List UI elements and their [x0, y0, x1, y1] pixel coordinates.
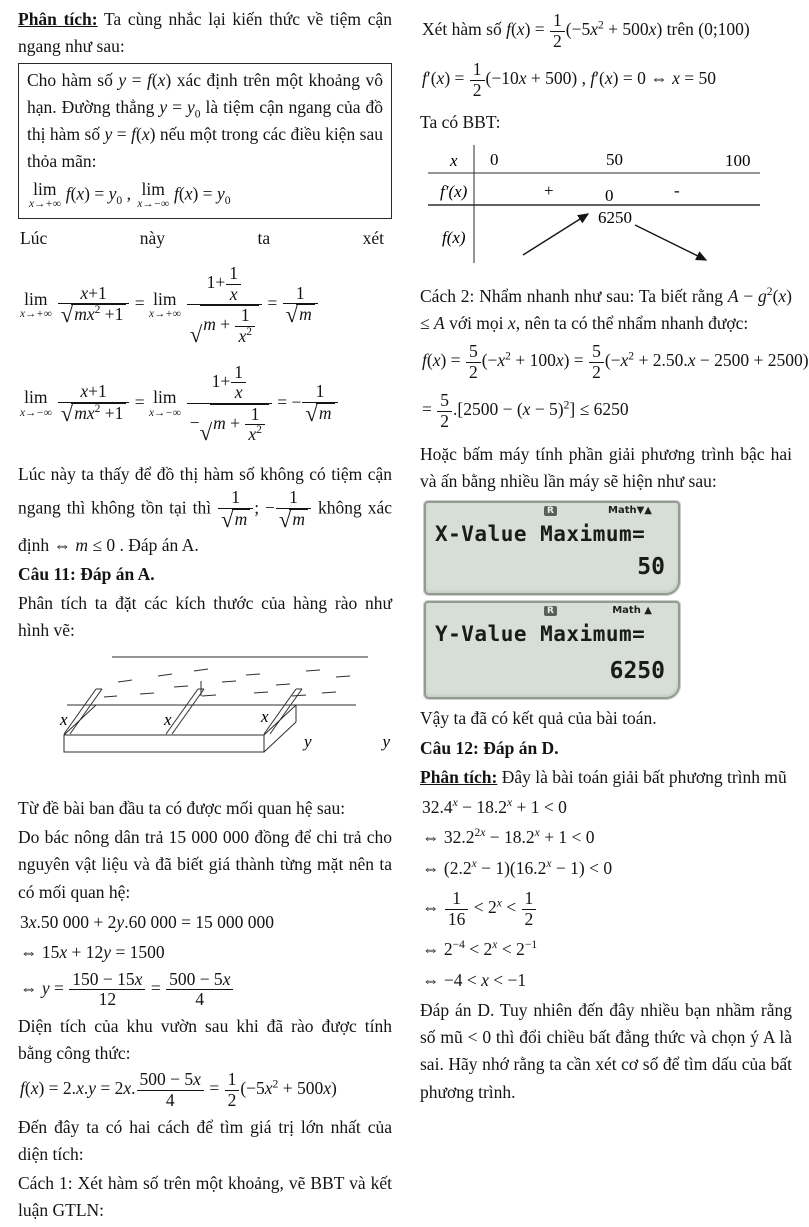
bbt-fprime-label: f′(x): [440, 181, 468, 201]
relation-intro: Từ đề bài ban đầu ta có được mối quan hệ sau:: [18, 797, 346, 818]
fence-label-x2: x: [164, 709, 172, 729]
bbt-intro: Ta có BBT:: [420, 112, 501, 133]
calc-x-label: X-Value Maximum=: [435, 522, 646, 547]
spread-word: ta: [257, 227, 271, 248]
relation-description: Do bác nông dân trả 15 000 000 đồng để chi trả cho nguyên vật liệu và đã biết giá thành từng mặt nên ta có mối quan hệ:: [18, 827, 392, 902]
two-methods-note: Đến đây ta có hai cách để tìm giá trị lớn nhất của diện tích:: [18, 1116, 392, 1164]
analysis-intro-text: Ta cùng nhắc lại kiến thức về tiệm cận ngang như sau:: [18, 9, 392, 57]
bbt-sign-zero: 0: [605, 185, 614, 205]
analysis-label: Phân tích:: [420, 766, 498, 787]
analysis-label: Phân tích:: [18, 9, 98, 29]
bbt-max-value: 6250: [598, 207, 632, 227]
fx-bound: = $\frac{5}{2}$ $.[2500 - (x - 5)^2] \le 6250$: [422, 390, 629, 432]
bbt-value-50: 50: [606, 149, 623, 169]
asymptote-conclusion: Lúc này ta thấy để đồ thị hàm số không có tiệm cận ngang thì không tồn tại thì 1 √ m ; − 1 √ m không xác định ⇔ m ≤ 0 . Đáp án A.: [18, 463, 392, 555]
bbt-arrow-down: [635, 225, 706, 260]
final-warning-note: Đáp án D. Tuy nhiên đến đây nhiều bạn nhầm rằng số mũ < 0 thì đổi chiều bất đẳng thức và chọn ý A là sai. Hãy nhớ rằng ta cần xét cơ số để tìm dấu của bất phương trình.: [420, 999, 792, 1102]
inequality-6: ⇔ −4 < x < −1: [422, 969, 527, 990]
q12-analysis-intro: [420, 764, 792, 791]
limit-equation-plus-inf: lim x→+∞ x+1 √ $mx^2 +1$ = lim x→+∞ 1+ $\frac{1}{x}$ √ m + $\frac{1}{x^2}$ = 1 √ m: [20, 264, 392, 346]
fence-figure: [18, 649, 392, 787]
question-12-answer: Câu 12: Đáp án D.: [420, 737, 559, 758]
inequality-4: ⇔ $\frac{1}{16}$ < $2^x$ < $\frac{1}{2}$: [422, 889, 792, 929]
math-mode-indicator: Math ▲: [612, 605, 652, 617]
bbt-fx-label: f(x): [442, 227, 466, 247]
calc-y-label: Y-Value Maximum=: [435, 622, 646, 647]
inequality-3: ⇔ $(2.2^x - 1)(16.2^x - 1) < 0$: [422, 857, 613, 878]
right-column: [420, 6, 809, 1108]
bbt-sign-plus: +: [544, 180, 554, 200]
limit-equation-minus-inf: lim x→−∞ x+1 √ $mx^2 +1$ = lim x→−∞ 1+ $\frac{1}{x}$ − √ m + $\frac{1}{x^2}$ = − 1 √ m: [20, 363, 392, 445]
question-11-answer: Câu 11: Đáp án A.: [18, 563, 155, 584]
fence-label-y2: y: [382, 731, 390, 751]
analysis-intro: [18, 6, 392, 61]
q12-analysis-text: Đây là bài toán giải bất phương trình mũ: [497, 766, 787, 787]
definition-text: Cho hàm số y = f(x) xác định trên một khoảng vô hạn. Đường thẳng $y = y_0$ là tiệm cận ngang của đồ thị hàm số y = f(x) nếu một trong các điều kiện sau thỏa mãn:: [27, 69, 383, 172]
method-2-note: Cách 2: Nhẩm nhanh như sau: Ta biết rằng $A - g^2(x) \le A$ với mọi x, nên ta có thể nhẩm nhanh được:: [420, 285, 792, 333]
bbt-arrow-up: [523, 214, 588, 255]
equation-solve-y: ⇔ y = $\frac{150 - 15x}{12}$ = $\frac{500 - 5x}{4}$: [20, 970, 392, 1010]
calculator-screen-x: [424, 501, 680, 595]
bbt-value-100: 100: [725, 150, 751, 170]
equation-simplified: ⇔ 15x + 12y = 1500: [20, 942, 165, 963]
definition-box: [18, 63, 392, 219]
inequality-5: ⇔ $2^{-4} < 2^x < 2^{-1}$: [422, 939, 538, 960]
fence-label-x3: x: [261, 706, 269, 726]
calculator-hint: Hoặc bấm máy tính phần giải phương trình bậc hai và ấn bằng nhiều lần máy sẽ hiện như sau:: [420, 443, 792, 491]
calc-y-value: 6250: [609, 658, 665, 685]
result-conclusion: Vậy ta đã có kết quả của bài toán.: [420, 708, 657, 729]
variation-table: [420, 143, 788, 273]
bbt-x-label: x: [450, 150, 458, 170]
fence-label-y1: y: [304, 731, 312, 751]
bbt-sign-minus: -: [674, 180, 680, 200]
equation-area: f(x) = 2.x.y = 2x. $\frac{500 - 5x}{4}$ = $\frac{1}{2}$ $(-5x^2 + 500x)$: [20, 1069, 337, 1110]
fence-label-x1: x: [60, 709, 68, 729]
spread-line: [18, 224, 392, 252]
spread-word: xét: [362, 227, 384, 248]
definition-limits: lim x→+∞ $f(x) = y_0$ , lim x→−∞ $f(x) = y_0$: [29, 178, 231, 211]
equation-cost: 3x.50 000 + 2y.60 000 = 15 000 000: [20, 911, 275, 932]
bbt-value-0: 0: [490, 149, 499, 169]
inequality-1: $32.4^x - 18.2^x + 1 < 0$: [422, 797, 567, 818]
calculator-screen-y: [424, 601, 680, 699]
calc-x-value: 50: [637, 554, 665, 581]
left-column: [18, 6, 392, 1227]
q11-analysis-intro: Phân tích ta đặt các kích thước của hàng rào như hình vẽ:: [18, 593, 392, 641]
consider-function-line: Xét hàm số f(x) = $\frac{1}{2}$ $(-5x^2 + 500x)$ trên (0;100): [422, 10, 750, 51]
shift-indicator: R: [544, 606, 557, 616]
derivative-line: fʹ(x) = $\frac{1}{2}$ (−10x + 500) , fʹ(x) = 0 ⇔ x = 50: [422, 59, 716, 100]
grass-dashes: [104, 669, 350, 697]
method-1-note: Cách 1: Xét hàm số trên một khoảng, vẽ BBT và kết luận GTLN:: [18, 1173, 392, 1221]
area-formula-intro: Diện tích của khu vườn sau khi đã rào được tính bằng công thức:: [18, 1015, 392, 1064]
spread-word: Lúc: [20, 227, 48, 248]
fx-expansion: f(x) = $\frac{5}{2}$ $(-x^2 + 100x)$ = $\frac{5}{2}$ $(-x^2 + 2.50.x - 2500 + 2500)$: [422, 341, 809, 382]
math-mode-indicator: Math▼▲: [608, 505, 652, 517]
inequality-2: ⇔ $32.2^{2x} - 18.2^x + 1 < 0$: [422, 827, 595, 848]
shift-indicator: R: [544, 506, 557, 516]
spread-word: này: [139, 227, 165, 248]
